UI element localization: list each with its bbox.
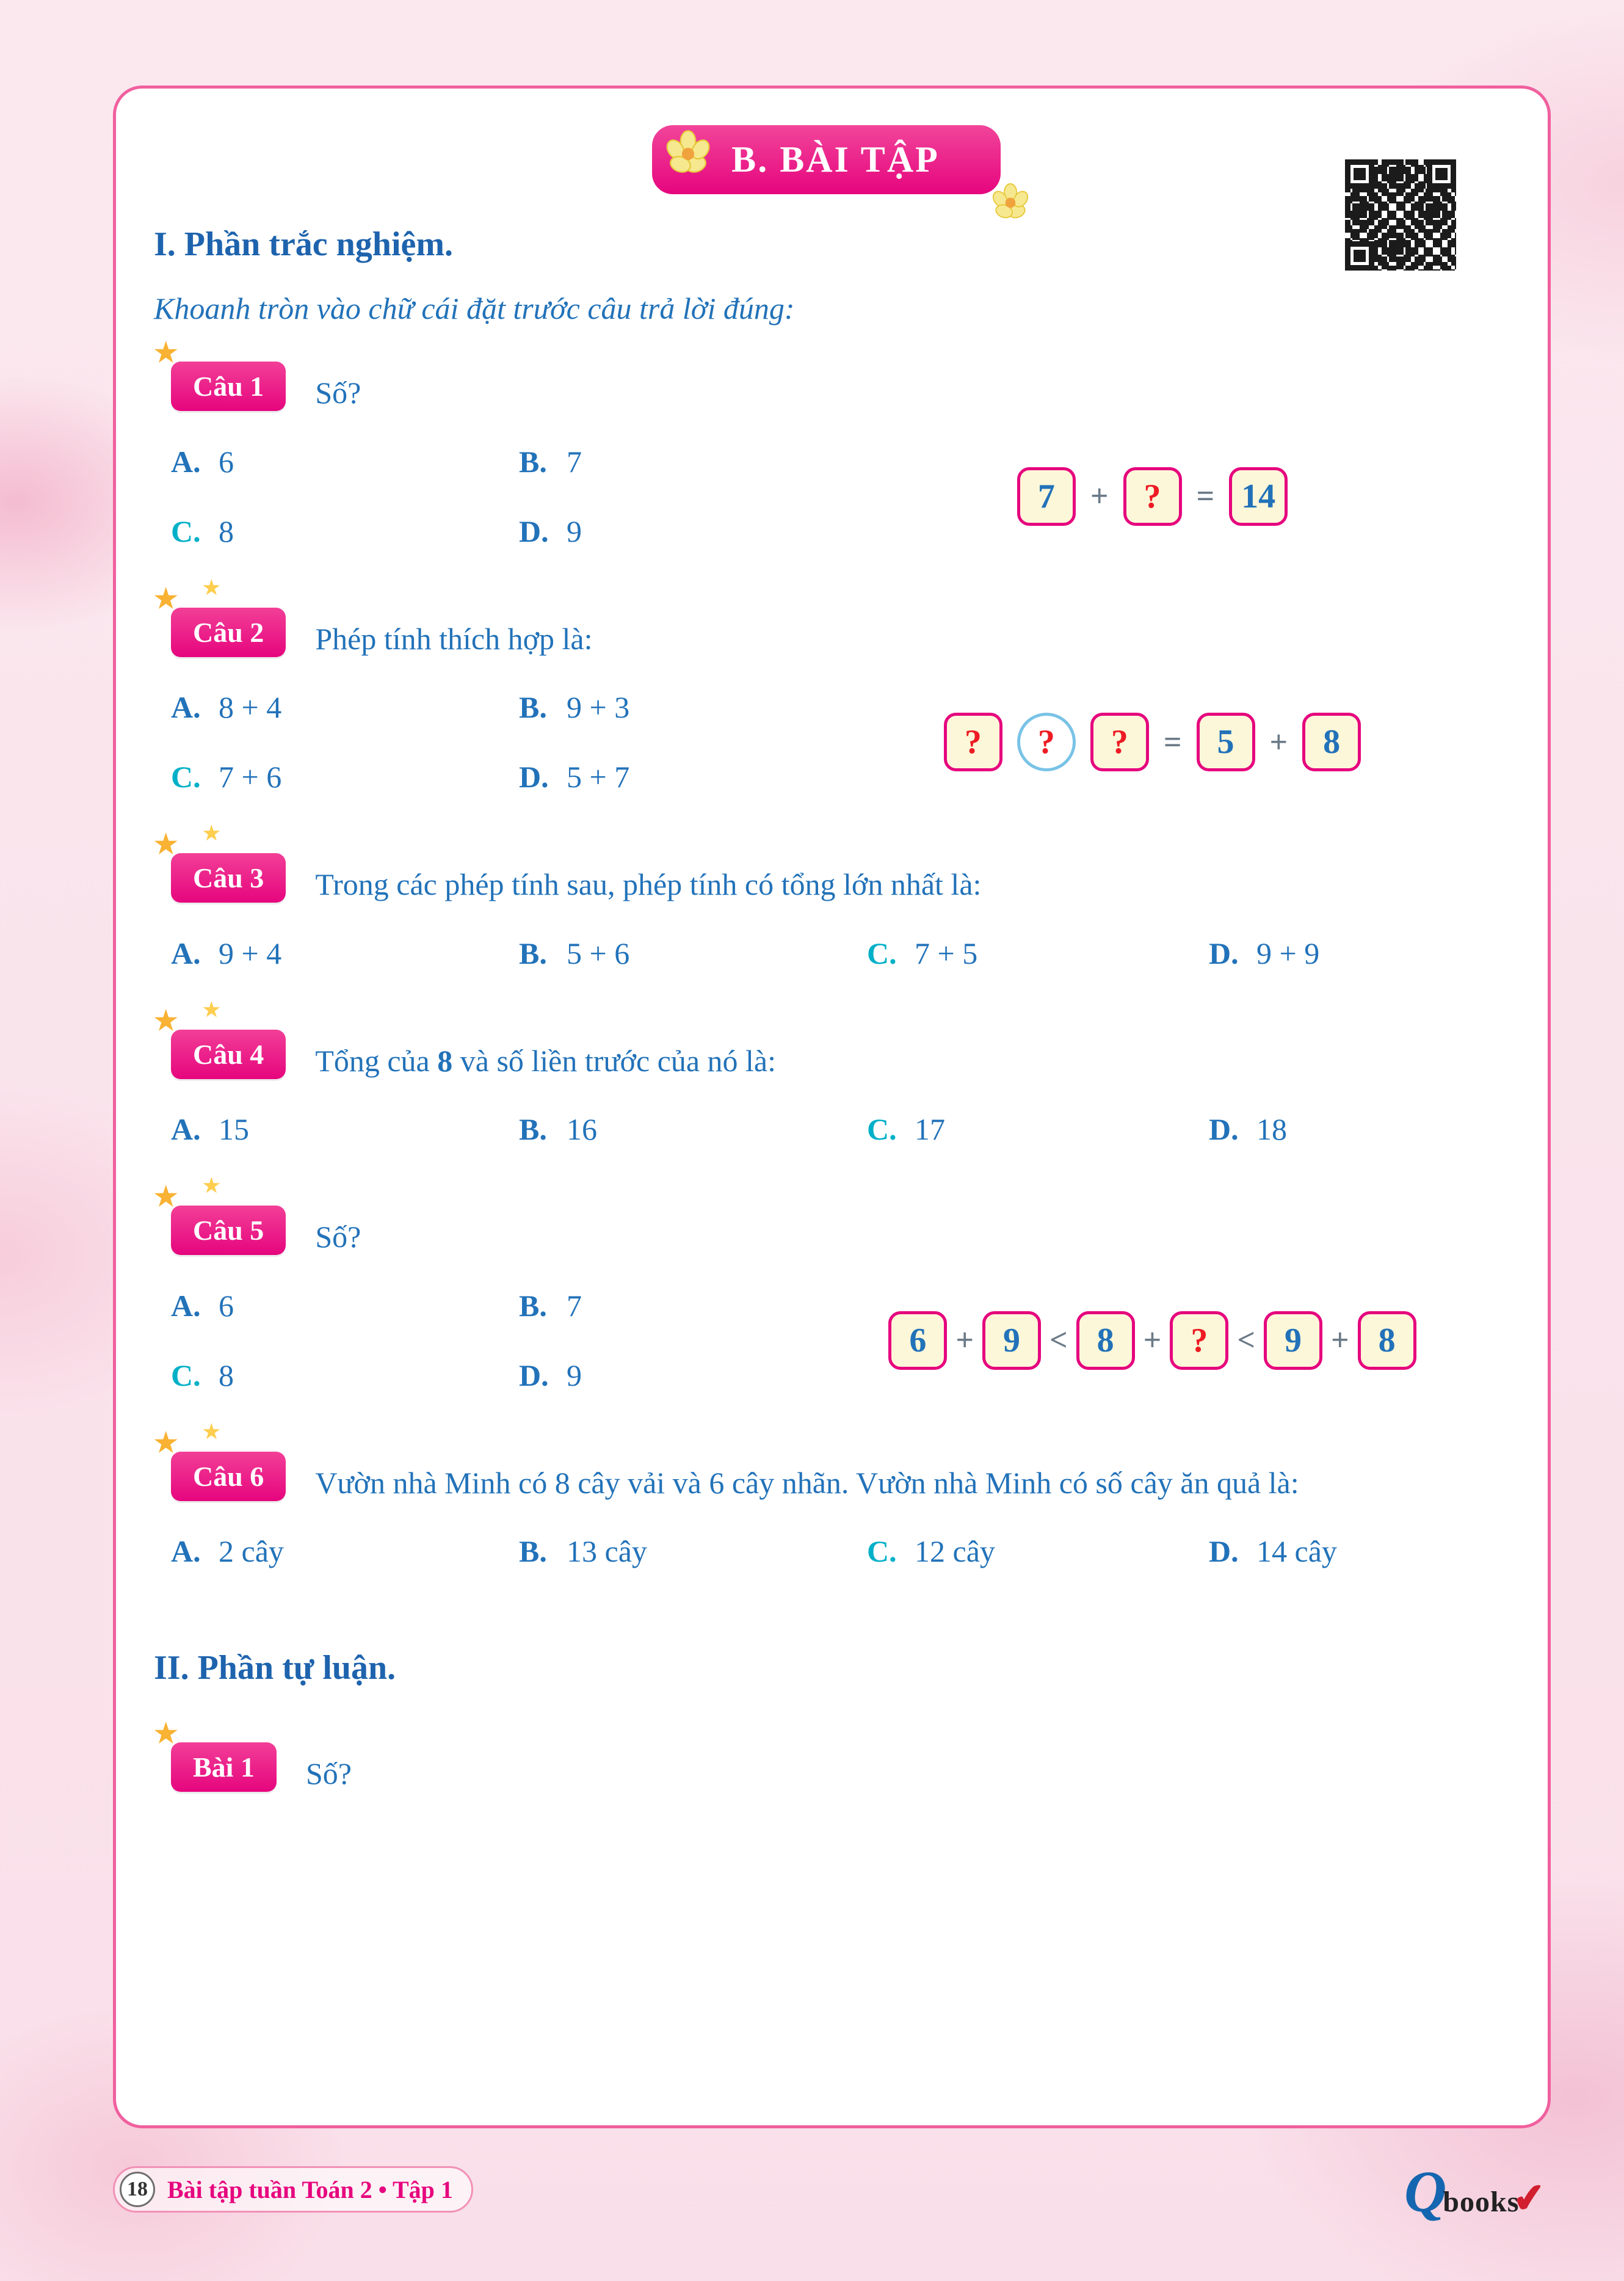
less-than-operator: < bbox=[1049, 1323, 1068, 1358]
option-letter: C. bbox=[867, 1112, 897, 1146]
star-icon: ★ bbox=[154, 829, 178, 859]
section-b-title: B. BÀI TẬP bbox=[731, 139, 940, 180]
equals-operator: = bbox=[1196, 479, 1215, 514]
logo-check-icon: ✔ bbox=[1510, 2175, 1548, 2222]
star-icon: ★ bbox=[154, 1427, 178, 1458]
equation-box-unknown: ? bbox=[944, 713, 1002, 771]
star-icon: ★ bbox=[154, 338, 178, 368]
qr-pattern bbox=[1345, 159, 1456, 271]
answer-option-b[interactable] bbox=[519, 1288, 806, 1323]
header bbox=[154, 125, 1499, 194]
answer-option-d[interactable] bbox=[519, 759, 806, 795]
option-value: 8 bbox=[219, 514, 234, 548]
question-6-text: Vườn nhà Minh có 8 cây vải và 6 cây nhãn. Vườn nhà Minh có số cây ăn quả là: bbox=[315, 1465, 1299, 1500]
option-value: 5 + 7 bbox=[567, 760, 630, 794]
option-value: 13 cây bbox=[567, 1534, 647, 1568]
equation-box: 7 bbox=[1017, 467, 1076, 526]
answer-option-c[interactable] bbox=[867, 936, 1209, 971]
equation-1 bbox=[806, 467, 1499, 526]
answer-option-c[interactable] bbox=[867, 1533, 1209, 1569]
question-6-options bbox=[171, 1533, 1499, 1569]
equation-box: 5 bbox=[1197, 713, 1255, 771]
question-cau-4 bbox=[154, 998, 1499, 1148]
question-1-badge bbox=[154, 338, 286, 411]
answer-option-a[interactable] bbox=[171, 689, 519, 725]
option-value: 16 bbox=[567, 1112, 597, 1146]
star-icon: ★ bbox=[154, 1182, 178, 1212]
option-value: 7 + 6 bbox=[219, 760, 282, 794]
answer-option-d[interactable] bbox=[519, 1358, 806, 1393]
exercise-1-badge-label: Bài 1 bbox=[193, 1752, 255, 1783]
option-value: 9 + 3 bbox=[567, 690, 630, 724]
qr-finder bbox=[1345, 241, 1374, 271]
qbooks-logo bbox=[1404, 2159, 1548, 2224]
question-3-badge-label: Câu 3 bbox=[193, 862, 264, 893]
answer-option-b[interactable] bbox=[519, 1533, 867, 1569]
question-cau-3 bbox=[154, 822, 1499, 971]
footer-book-title: Bài tập tuần Toán 2 • Tập 1 bbox=[167, 2175, 453, 2203]
question-6-badge bbox=[154, 1420, 286, 1501]
question-6-badge-label: Câu 6 bbox=[193, 1460, 264, 1492]
option-value: 9 bbox=[567, 514, 582, 548]
question-cau-2 bbox=[154, 576, 1499, 795]
plus-operator: + bbox=[1330, 1323, 1349, 1358]
equation-box-unknown: ? bbox=[1170, 1311, 1228, 1370]
plus-operator: + bbox=[955, 1323, 974, 1358]
question-4-text-post: và số liền trước của nó là: bbox=[452, 1043, 777, 1078]
star-icon: ★ bbox=[203, 1174, 220, 1196]
equals-operator: = bbox=[1163, 724, 1182, 760]
question-2-text: Phép tính thích hợp là: bbox=[315, 621, 593, 656]
star-icon: ★ bbox=[203, 822, 220, 844]
qr-code bbox=[1340, 155, 1461, 275]
option-letter: A. bbox=[171, 444, 201, 479]
option-value: 8 bbox=[219, 1358, 234, 1392]
option-letter: A. bbox=[171, 1288, 201, 1323]
answer-option-a[interactable] bbox=[171, 1288, 519, 1323]
answer-option-a[interactable] bbox=[171, 1533, 519, 1569]
section-1-title: I. Phần trắc nghiệm. bbox=[154, 225, 453, 263]
question-1-badge-label: Câu 1 bbox=[193, 371, 264, 402]
option-value: 14 cây bbox=[1256, 1534, 1337, 1568]
star-icon: ★ bbox=[203, 998, 220, 1020]
option-letter: A. bbox=[171, 690, 201, 724]
equation-box: 14 bbox=[1229, 467, 1288, 526]
option-letter: D. bbox=[1209, 1112, 1239, 1146]
question-1-options bbox=[171, 444, 806, 549]
exercise-1-badge bbox=[154, 1719, 277, 1792]
question-3-options bbox=[171, 936, 1499, 971]
option-letter: B. bbox=[519, 1112, 547, 1146]
question-2-badge bbox=[154, 576, 286, 657]
option-letter: D. bbox=[519, 514, 549, 548]
worksheet-card bbox=[113, 85, 1551, 2128]
option-letter: D. bbox=[519, 760, 549, 794]
logo-letter-q: Q bbox=[1404, 2159, 1447, 2224]
page-number: 18 bbox=[120, 2172, 155, 2207]
answer-option-c[interactable] bbox=[171, 1358, 519, 1393]
question-5-options bbox=[171, 1288, 806, 1393]
option-letter: C. bbox=[171, 760, 201, 794]
question-2-options bbox=[171, 689, 806, 795]
flower-icon bbox=[991, 183, 1030, 222]
equation-box: 8 bbox=[1358, 1311, 1416, 1370]
answer-option-d[interactable] bbox=[1209, 936, 1499, 971]
option-letter: A. bbox=[171, 1534, 201, 1568]
answer-option-b[interactable] bbox=[519, 444, 806, 479]
plus-operator: + bbox=[1143, 1323, 1162, 1358]
question-5-badge bbox=[154, 1174, 286, 1255]
option-value: 15 bbox=[219, 1112, 249, 1146]
question-1-text: Số? bbox=[315, 376, 361, 410]
exercise-bai-1 bbox=[154, 1719, 1499, 1799]
star-icon: ★ bbox=[203, 576, 220, 598]
flower-icon bbox=[664, 130, 712, 178]
equation-box-unknown: ? bbox=[1123, 467, 1182, 526]
answer-option-c[interactable] bbox=[171, 514, 519, 549]
equation-box: 8 bbox=[1076, 1311, 1135, 1370]
question-2-badge-label: Câu 2 bbox=[193, 616, 264, 648]
question-4-options bbox=[171, 1111, 1499, 1147]
option-letter: A. bbox=[171, 936, 201, 970]
option-letter: D. bbox=[1209, 1534, 1239, 1568]
answer-option-a[interactable] bbox=[171, 444, 519, 479]
star-icon: ★ bbox=[154, 1719, 178, 1748]
question-4-text-bold: 8 bbox=[437, 1043, 453, 1078]
option-letter: B. bbox=[519, 1534, 547, 1568]
quiz-instruction: Khoanh tròn vào chữ cái đặt trước câu trả lời đúng: bbox=[154, 291, 795, 326]
equation-2 bbox=[806, 713, 1499, 771]
logo-text: books bbox=[1443, 2186, 1520, 2218]
answer-option-d[interactable] bbox=[1209, 1533, 1499, 1569]
equation-circle-unknown: ? bbox=[1017, 713, 1076, 771]
option-value: 5 + 6 bbox=[567, 936, 630, 970]
star-icon: ★ bbox=[154, 1005, 178, 1036]
answer-option-a[interactable] bbox=[171, 936, 519, 971]
question-4-text bbox=[315, 1030, 1499, 1086]
option-letter: D. bbox=[519, 1358, 549, 1392]
question-5-text: Số? bbox=[315, 1220, 361, 1254]
option-value: 6 bbox=[219, 444, 234, 479]
option-value: 6 bbox=[219, 1288, 234, 1323]
option-letter: C. bbox=[867, 1534, 897, 1568]
star-icon: ★ bbox=[154, 583, 178, 614]
question-cau-5 bbox=[154, 1174, 1499, 1393]
question-4-badge bbox=[154, 998, 286, 1079]
option-letter: D. bbox=[1209, 936, 1239, 970]
option-value: 7 bbox=[567, 1288, 582, 1323]
answer-option-c[interactable] bbox=[867, 1111, 1209, 1147]
exercise-1-text: Số? bbox=[305, 1756, 352, 1791]
answer-option-b[interactable] bbox=[519, 1111, 867, 1147]
answer-option-a[interactable] bbox=[171, 1111, 519, 1147]
plus-operator: + bbox=[1269, 724, 1288, 760]
footer-page-info bbox=[113, 2166, 473, 2213]
equation-5 bbox=[806, 1311, 1499, 1370]
equation-box: 8 bbox=[1302, 713, 1361, 771]
option-value: 9 bbox=[567, 1358, 582, 1392]
option-letter: C. bbox=[171, 514, 201, 548]
question-cau-6 bbox=[154, 1420, 1499, 1570]
option-letter: C. bbox=[171, 1358, 201, 1392]
qr-finder bbox=[1345, 159, 1374, 189]
section-b-badge bbox=[652, 125, 1001, 194]
option-value: 7 bbox=[567, 444, 582, 479]
option-value: 18 bbox=[1256, 1112, 1287, 1146]
equation-box: 9 bbox=[982, 1311, 1041, 1370]
section-2-title: II. Phần tự luận. bbox=[154, 1649, 396, 1687]
option-letter: B. bbox=[519, 690, 547, 724]
answer-option-d[interactable] bbox=[519, 514, 806, 549]
equation-box: 6 bbox=[888, 1311, 947, 1370]
question-5-badge-label: Câu 5 bbox=[193, 1215, 264, 1246]
question-3-text: Trong các phép tính sau, phép tính có tổng lớn nhất là: bbox=[315, 867, 982, 901]
option-value: 8 + 4 bbox=[219, 690, 282, 724]
question-4-badge-label: Câu 4 bbox=[193, 1038, 264, 1070]
option-value: 12 cây bbox=[915, 1534, 995, 1568]
option-value: 17 bbox=[915, 1112, 945, 1146]
qr-finder bbox=[1427, 159, 1456, 189]
option-value: 7 + 5 bbox=[915, 936, 978, 970]
option-letter: B. bbox=[519, 444, 547, 479]
option-value: 2 cây bbox=[219, 1534, 284, 1568]
plus-operator: + bbox=[1090, 479, 1109, 514]
equation-box-unknown: ? bbox=[1090, 713, 1149, 771]
option-letter: B. bbox=[519, 1288, 547, 1323]
star-icon: ★ bbox=[203, 1420, 220, 1442]
answer-option-c[interactable] bbox=[171, 759, 519, 795]
answer-option-b[interactable] bbox=[519, 936, 867, 971]
option-value: 9 + 9 bbox=[1256, 936, 1320, 970]
less-than-operator: < bbox=[1237, 1323, 1255, 1358]
option-letter: A. bbox=[171, 1112, 201, 1146]
question-3-badge bbox=[154, 822, 286, 903]
answer-option-d[interactable] bbox=[1209, 1111, 1499, 1147]
question-4-text-pre: Tổng của bbox=[315, 1043, 438, 1078]
option-letter: C. bbox=[867, 936, 897, 970]
answer-option-b[interactable] bbox=[519, 689, 806, 725]
option-value: 9 + 4 bbox=[219, 936, 282, 970]
equation-box: 9 bbox=[1264, 1311, 1322, 1370]
question-cau-1 bbox=[154, 338, 1499, 549]
option-letter: B. bbox=[519, 936, 547, 970]
